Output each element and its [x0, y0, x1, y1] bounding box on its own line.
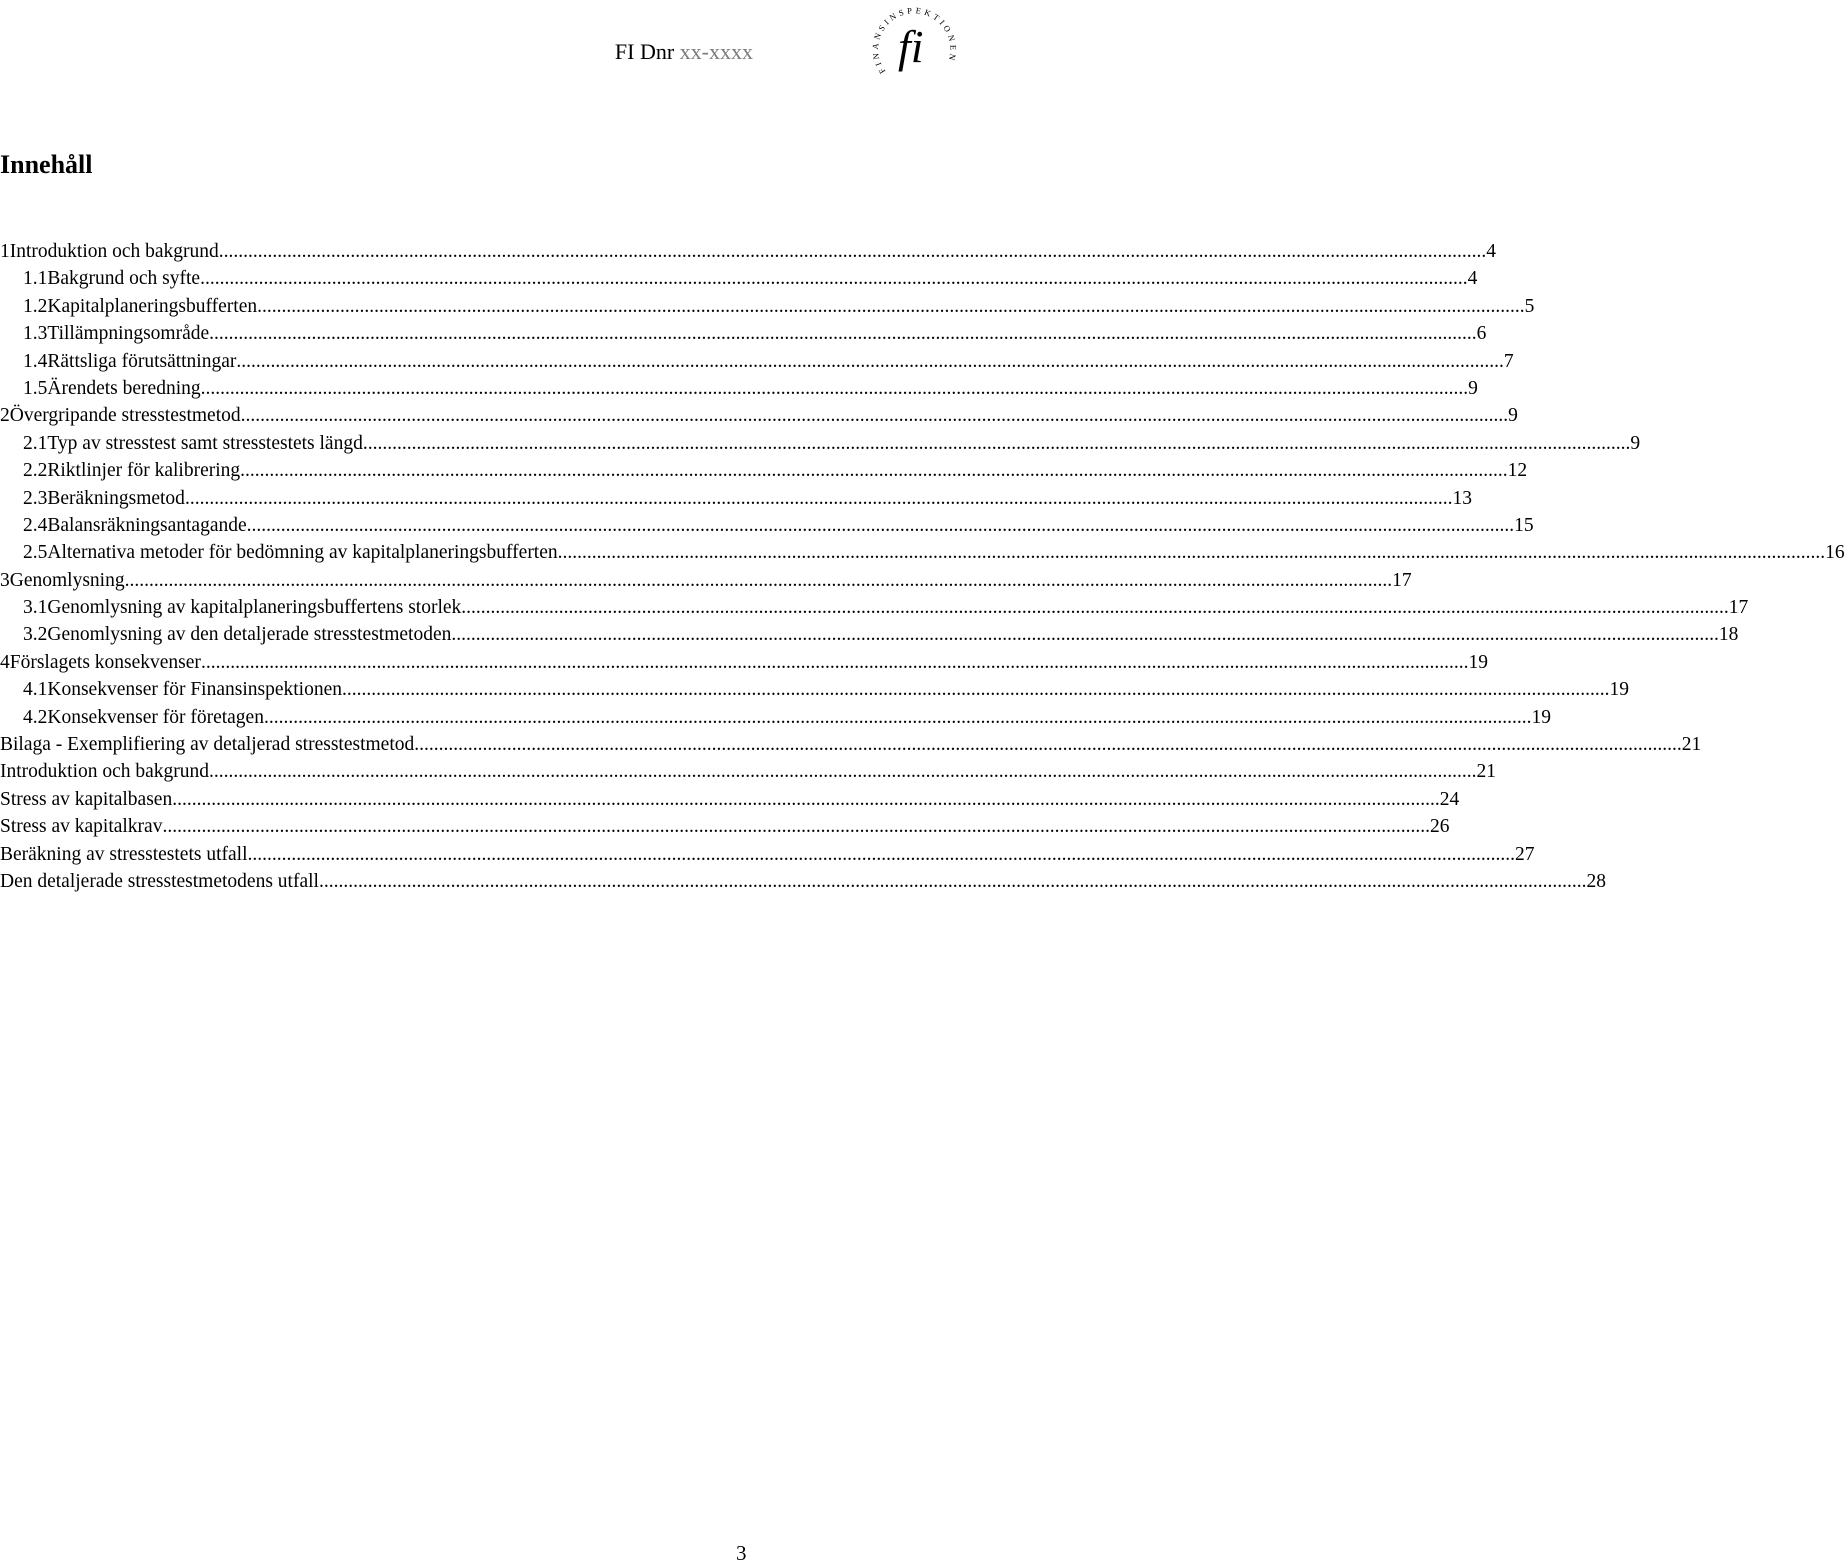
toc-entry-page: 17 [1728, 597, 1749, 619]
svg-text:FINANSINSPEKTIONEN: FINANSINSPEKTIONEN [869, 5, 959, 76]
toc-entry-page: 13 [1452, 487, 1472, 509]
toc-entry-number: 2.5 [23, 542, 48, 564]
toc-entry-title: Beräkningsmetod [47, 487, 185, 509]
toc-entry-number: 1.4 [23, 350, 48, 372]
toc-entry[interactable] [0, 567, 1412, 594]
toc-entry-page: 9 [1508, 405, 1518, 427]
toc-entry[interactable] [0, 457, 1528, 484]
toc-entry[interactable] [0, 485, 1472, 512]
toc-entry-leader: .................................................................................................................................................................................................................................................................... [236, 350, 1504, 372]
toc-entry-page: 12 [1507, 460, 1528, 482]
toc-entry-title: Stress av kapitalkrav [0, 816, 163, 838]
toc-entry[interactable] [0, 676, 1629, 703]
toc-entry[interactable] [0, 758, 1497, 785]
toc-entry-title: Övergripande stresstestmetod [9, 405, 241, 427]
toc-entry-number: 4.2 [23, 706, 48, 728]
table-of-contents [0, 238, 1845, 895]
toc-entry-leader: .................................................................................................................................................................................................................................................................... [557, 542, 1826, 564]
toc-entry[interactable] [0, 621, 1739, 648]
toc-entry[interactable] [0, 293, 1535, 320]
toc-entry-number: 2.3 [23, 487, 48, 509]
toc-entry-leader: .................................................................................................................................................................................................................................................................... [200, 268, 1468, 290]
toc-entry-number: 2.2 [23, 460, 48, 482]
toc-entry[interactable] [0, 348, 1514, 375]
toc-entry-title: Genomlysning av den detaljerade stresstestmetoden [47, 624, 452, 646]
toc-entry-leader: .................................................................................................................................................................................................................................................................... [257, 295, 1525, 317]
toc-entry-number: 4.1 [23, 679, 48, 701]
toc-entry-page: 19 [1531, 706, 1551, 728]
toc-entry-title: Rättsliga förutsättningar [47, 350, 237, 372]
toc-entry[interactable] [0, 430, 1641, 457]
toc-entry-page: 15 [1514, 514, 1534, 536]
toc-entry-title: Alternativa metoder för bedömning av kapitalplaneringsbufferten [47, 542, 558, 564]
toc-entry[interactable] [0, 731, 1702, 758]
toc-entry-leader: .................................................................................................................................................................................................................................................................... [461, 597, 1729, 619]
toc-entry-title: Tillämpningsområde [47, 323, 210, 345]
toc-entry-number: 1.2 [23, 295, 48, 317]
dnr-value: xx-xxxx [679, 39, 753, 64]
toc-entry-leader: .................................................................................................................................................................................................................................................................... [184, 487, 1453, 509]
toc-entry-page: 7 [1503, 350, 1514, 372]
toc-entry-title: Förslagets konsekvenser [9, 651, 201, 673]
toc-entry[interactable] [0, 375, 1478, 402]
toc-entry-number: 1.1 [23, 268, 48, 290]
toc-entry[interactable] [0, 868, 1606, 895]
toc-entry[interactable] [0, 813, 1450, 840]
toc-entry-page: 27 [1514, 843, 1535, 865]
toc-entry-title: Balansräkningsantagande [47, 514, 247, 536]
toc-entry[interactable] [0, 512, 1534, 539]
toc-entry-page: 17 [1392, 569, 1412, 591]
toc-entry-leader: .................................................................................................................................................................................................................................................................... [246, 514, 1515, 536]
toc-entry[interactable] [0, 238, 1497, 265]
toc-entry-title: Konsekvenser för Finansinspektionen [47, 679, 342, 701]
toc-entry[interactable] [0, 594, 1749, 621]
toc-entry-title: Kapitalplaneringsbufferten [47, 295, 258, 317]
toc-entry-page: 9 [1630, 432, 1641, 454]
toc-entry[interactable] [0, 402, 1518, 429]
toc-entry-title: Typ av stresstest samt stresstestets längd [47, 432, 363, 454]
toc-entry-title: Introduktion och bakgrund [9, 241, 219, 262]
toc-entry-number: 2.1 [23, 432, 48, 454]
toc-entry-title: Genomlysning [9, 569, 125, 591]
toc-entry-title: Introduktion och bakgrund [0, 761, 210, 783]
toc-entry[interactable] [0, 320, 1487, 347]
toc-entry-title: Den detaljerade stresstestmetodens utfall [0, 870, 319, 892]
toc-entry-number: 1 [0, 241, 10, 262]
toc-entry-leader: .................................................................................................................................................................................................................................................................... [247, 843, 1515, 865]
page-number: 3 [736, 1541, 747, 1565]
toc-entry-leader: .................................................................................................................................................................................................................................................................... [200, 377, 1469, 399]
toc-entry-page: 21 [1476, 761, 1497, 783]
toc-entry-page: 9 [1468, 377, 1478, 399]
toc-entry-leader: .................................................................................................................................................................................................................................................................... [263, 706, 1532, 728]
toc-entry-number: 3.1 [23, 597, 48, 619]
toc-entry-title: Stress av kapitalbasen [0, 788, 173, 810]
toc-entry-title: Konsekvenser för företagen [47, 706, 264, 728]
toc-entry-number: 1.5 [23, 377, 48, 399]
document-reference [615, 38, 753, 66]
toc-entry-page: 18 [1718, 624, 1739, 646]
toc-entry-page: 26 [1429, 816, 1450, 838]
toc-entry-page: 4 [1486, 241, 1497, 262]
toc-entry-number: 2 [0, 405, 10, 427]
toc-entry-leader: .................................................................................................................................................................................................................................................................... [362, 432, 1631, 454]
toc-entry-leader: .................................................................................................................................................................................................................................................................... [451, 624, 1719, 646]
toc-entry[interactable] [0, 649, 1488, 676]
toc-entry-page: 4 [1467, 268, 1478, 290]
svg-text:fi: fi [898, 21, 924, 72]
toc-entry-leader: .................................................................................................................................................................................................................................................................... [124, 569, 1393, 591]
toc-entry-leader: .................................................................................................................................................................................................................................................................... [162, 816, 1430, 838]
toc-entry-leader: .................................................................................................................................................................................................................................................................... [209, 323, 1477, 345]
toc-entry-leader: .................................................................................................................................................................................................................................................................... [414, 734, 1682, 756]
toc-entry[interactable] [0, 704, 1551, 731]
toc-entry-page: 24 [1439, 788, 1460, 810]
toc-entry-leader: .................................................................................................................................................................................................................................................................... [172, 788, 1440, 810]
toc-entry-leader: .................................................................................................................................................................................................................................................................... [318, 870, 1587, 892]
toc-entry-title: Bilaga - Exemplifiering av detaljerad stresstestmetod [0, 734, 415, 756]
toc-entry-page: 5 [1524, 295, 1535, 317]
toc-entry-leader: .................................................................................................................................................................................................................................................................... [342, 679, 1610, 701]
toc-entry-page: 21 [1681, 734, 1702, 756]
toc-entry-page: 16 [1825, 542, 1845, 564]
toc-entry-title: Riktlinjer för kalibrering [47, 460, 241, 482]
toc-entry-title: Ärendets beredning [47, 377, 201, 399]
dnr-label: FI Dnr [614, 39, 675, 64]
toc-entry[interactable] [0, 265, 1478, 292]
toc-entry-number: 2.4 [23, 514, 48, 536]
toc-entry-number: 4 [0, 651, 10, 673]
toc-entry-leader: .................................................................................................................................................................................................................................................................... [200, 651, 1469, 673]
toc-entry-leader: .................................................................................................................................................................................................................................................................... [218, 241, 1487, 262]
toc-entry-title: Bakgrund och syfte [47, 268, 201, 290]
toc-entry-number: 3 [0, 569, 10, 591]
toc-entry-leader: .................................................................................................................................................................................................................................................................... [240, 460, 1508, 482]
finansinspektionen-logo [868, 0, 960, 86]
toc-entry-page: 19 [1609, 679, 1629, 701]
toc-heading: Innehåll [0, 150, 93, 179]
toc-entry-title: Beräkning av stresstestets utfall [0, 843, 248, 865]
toc-entry-leader: .................................................................................................................................................................................................................................................................... [209, 761, 1477, 783]
toc-entry[interactable] [0, 841, 1535, 868]
toc-entry-number: 3.2 [23, 624, 48, 646]
toc-entry-number: 1.3 [23, 323, 48, 345]
toc-entry-page: 19 [1468, 651, 1488, 673]
toc-entry-title: Genomlysning av kapitalplaneringsbuffertens storlek [47, 597, 462, 619]
toc-entry-page: 6 [1476, 323, 1487, 345]
toc-entry-page: 28 [1586, 870, 1606, 892]
toc-entry[interactable] [0, 786, 1460, 813]
toc-entry[interactable] [0, 539, 1845, 566]
toc-entry-leader: .................................................................................................................................................................................................................................................................... [240, 405, 1509, 427]
